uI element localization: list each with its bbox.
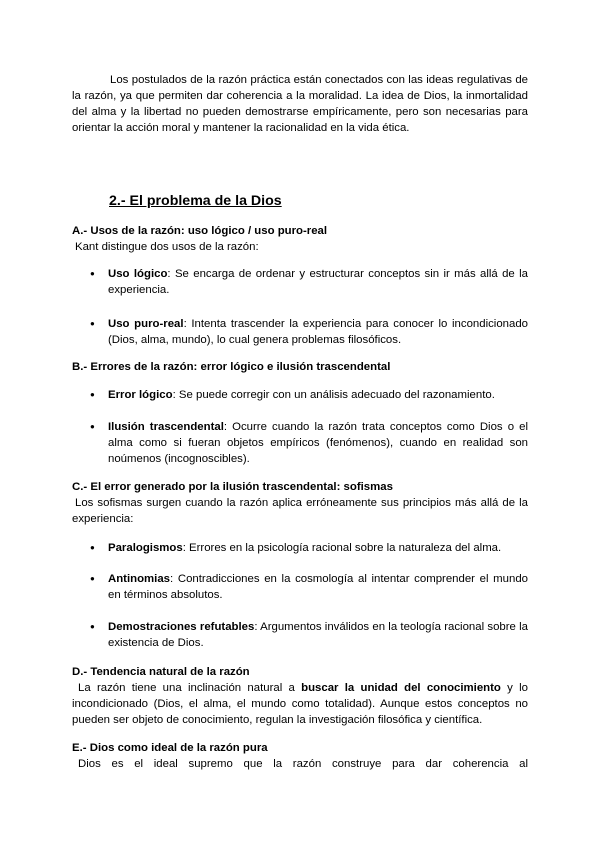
section-a-lead: Kant distingue dos usos de la razón: [75, 241, 259, 253]
section-d-paragraph: La razón tiene una inclinación natural a buscar la unidad del conocimiento y lo incondicionado (Dios, el alma, el mundo como totalidad). Aunque estos conceptos no pueden ser objeto de conocimiento, regulan la investigación filosófica y científica. [72, 682, 529, 726]
section-d-title: D.- Tendencia natural de la razón [72, 666, 250, 678]
section-e-title: E.- Dios como ideal de la razón pura [72, 742, 268, 754]
section-a-list [72, 266, 528, 298]
list-item: ● Uso puro-real: Intenta trascender la experiencia para conocer lo incondicionado (Dios, alma, mundo), lo cual genera problemas filosóficos. [72, 316, 528, 348]
section-e-paragraph: Dios es el ideal supremo que la razón construye para dar coherencia al [78, 758, 528, 770]
list-item: ● Error lógico: Se puede corregir con un análisis adecuado del razonamiento. [72, 387, 528, 403]
intro-paragraph: Los postulados de la razón práctica están conectados con las ideas regulativas de la razón, ya que permiten dar coherencia a la moralidad. La idea de Dios, la inmortalidad del alma y la libertad no pueden demostrarse empíricamente, pero son necesarias para orientar la acción moral y mantener la racionalidad en la vida ética. [72, 74, 528, 134]
list-item: ● Uso lógico: Se encarga de ordenar y estructurar conceptos sin ir más allá de la experiencia. [72, 266, 528, 298]
section-c-title: C.- El error generado por la ilusión trascendental: sofismas [72, 481, 393, 493]
section-a-list-2 [72, 316, 528, 348]
list-item: ● Antinomias: Contradicciones en la cosmología al intentar comprender el mundo en términos absolutos. [72, 571, 528, 603]
list-item: ● Demostraciones refutables: Argumentos inválidos en la teología racional sobre la existencia de Dios. [72, 619, 528, 651]
section-c-lead: Los sofismas surgen cuando la razón aplica erróneamente sus principios más allá de la experiencia: [72, 497, 528, 525]
section-c-list-3 [72, 619, 528, 651]
section-b-list [72, 387, 528, 403]
section-a-title: A.- Usos de la razón: uso lógico / uso puro-real [72, 225, 328, 237]
section-c-list [72, 540, 528, 556]
list-item: ● Paralogismos: Errores en la psicología racional sobre la naturaleza del alma. [72, 540, 528, 556]
section-c-list-2 [72, 571, 528, 603]
section-heading: 2.- El problema de la Dios [109, 193, 282, 209]
section-b-title: B.- Errores de la razón: error lógico e ilusión trascendental [72, 361, 391, 373]
section-b-list-2 [72, 419, 528, 467]
list-item: ● Ilusión trascendental: Ocurre cuando la razón trata conceptos como Dios o el alma como si fueran objetos empíricos (fenómenos), cuando en realidad son noúmenos (incognoscibles). [72, 419, 528, 467]
